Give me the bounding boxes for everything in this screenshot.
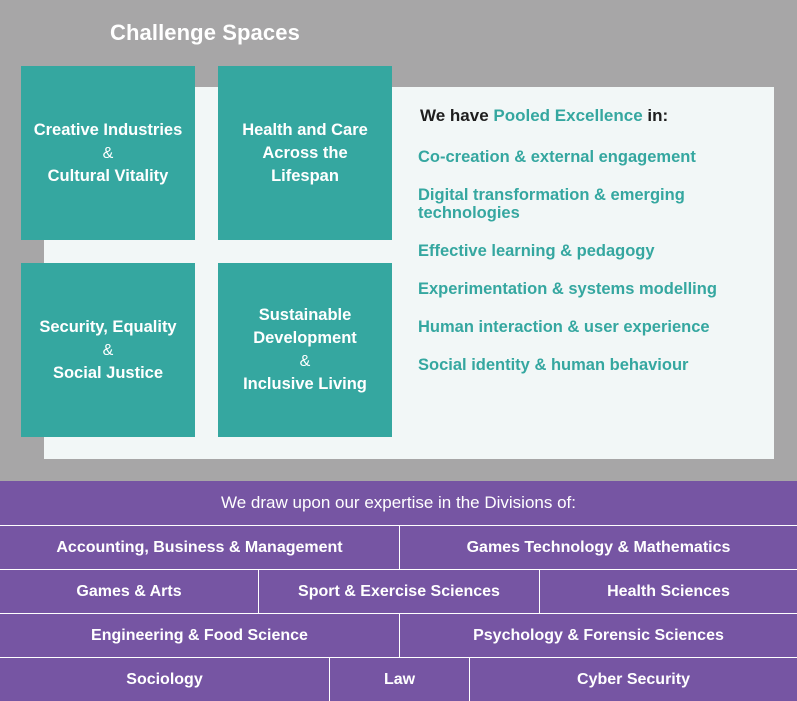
box-ampersand: & [102, 144, 114, 162]
challenge-box-security-equality [21, 263, 195, 437]
division-cell: Sociology [0, 657, 329, 701]
pooled-excellence-list [418, 148, 768, 394]
challenge-box-creative-industries [21, 66, 195, 240]
division-cell: Games Technology & Mathematics [399, 525, 797, 569]
pooled-item: Digital transformation & emerging technologies [418, 186, 685, 222]
box-ampersand: & [299, 353, 311, 370]
division-cell: Health Sciences [539, 569, 797, 613]
box-line: Across the [262, 143, 348, 162]
pooled-item: Co-creation & external engagement [418, 148, 696, 166]
box-line: Cultural Vitality [47, 166, 169, 185]
box-line: Security, Equality [39, 317, 177, 336]
division-cell: Accounting, Business & Management [0, 525, 399, 569]
box-ampersand: & [102, 341, 114, 359]
box-line: Development [253, 329, 357, 347]
heading-suffix: in: [642, 106, 669, 125]
heading-highlight: Pooled Excellence [493, 106, 643, 125]
box-line: Social Justice [52, 363, 164, 382]
division-cell: Engineering & Food Science [0, 613, 399, 657]
division-cell: Games & Arts [0, 569, 258, 613]
challenge-box-sustainable-development [218, 263, 392, 437]
box-line: Creative Industries [33, 120, 183, 139]
box-line: Health and Care [242, 120, 368, 139]
division-cell: Law [329, 657, 469, 701]
divisions-heading: We draw upon our expertise in the Divisions of: [221, 493, 576, 512]
division-cell: Cyber Security [469, 657, 797, 701]
pooled-item: Social identity & human behaviour [418, 356, 689, 374]
challenge-box-health-and-care [218, 66, 392, 240]
pooled-excellence-heading [420, 106, 668, 126]
section-title: Challenge Spaces [110, 20, 300, 45]
box-line: Inclusive Living [243, 375, 367, 393]
heading-prefix: We have [420, 106, 494, 125]
pooled-item: Experimentation & systems modelling [418, 280, 717, 298]
division-cell: Sport & Exercise Sciences [258, 569, 539, 613]
box-line: Sustainable [258, 306, 352, 324]
division-cell: Psychology & Forensic Sciences [399, 613, 797, 657]
box-line: Lifespan [271, 166, 339, 185]
pooled-item: Effective learning & pedagogy [418, 242, 655, 260]
pooled-item: Human interaction & user experience [418, 318, 710, 336]
